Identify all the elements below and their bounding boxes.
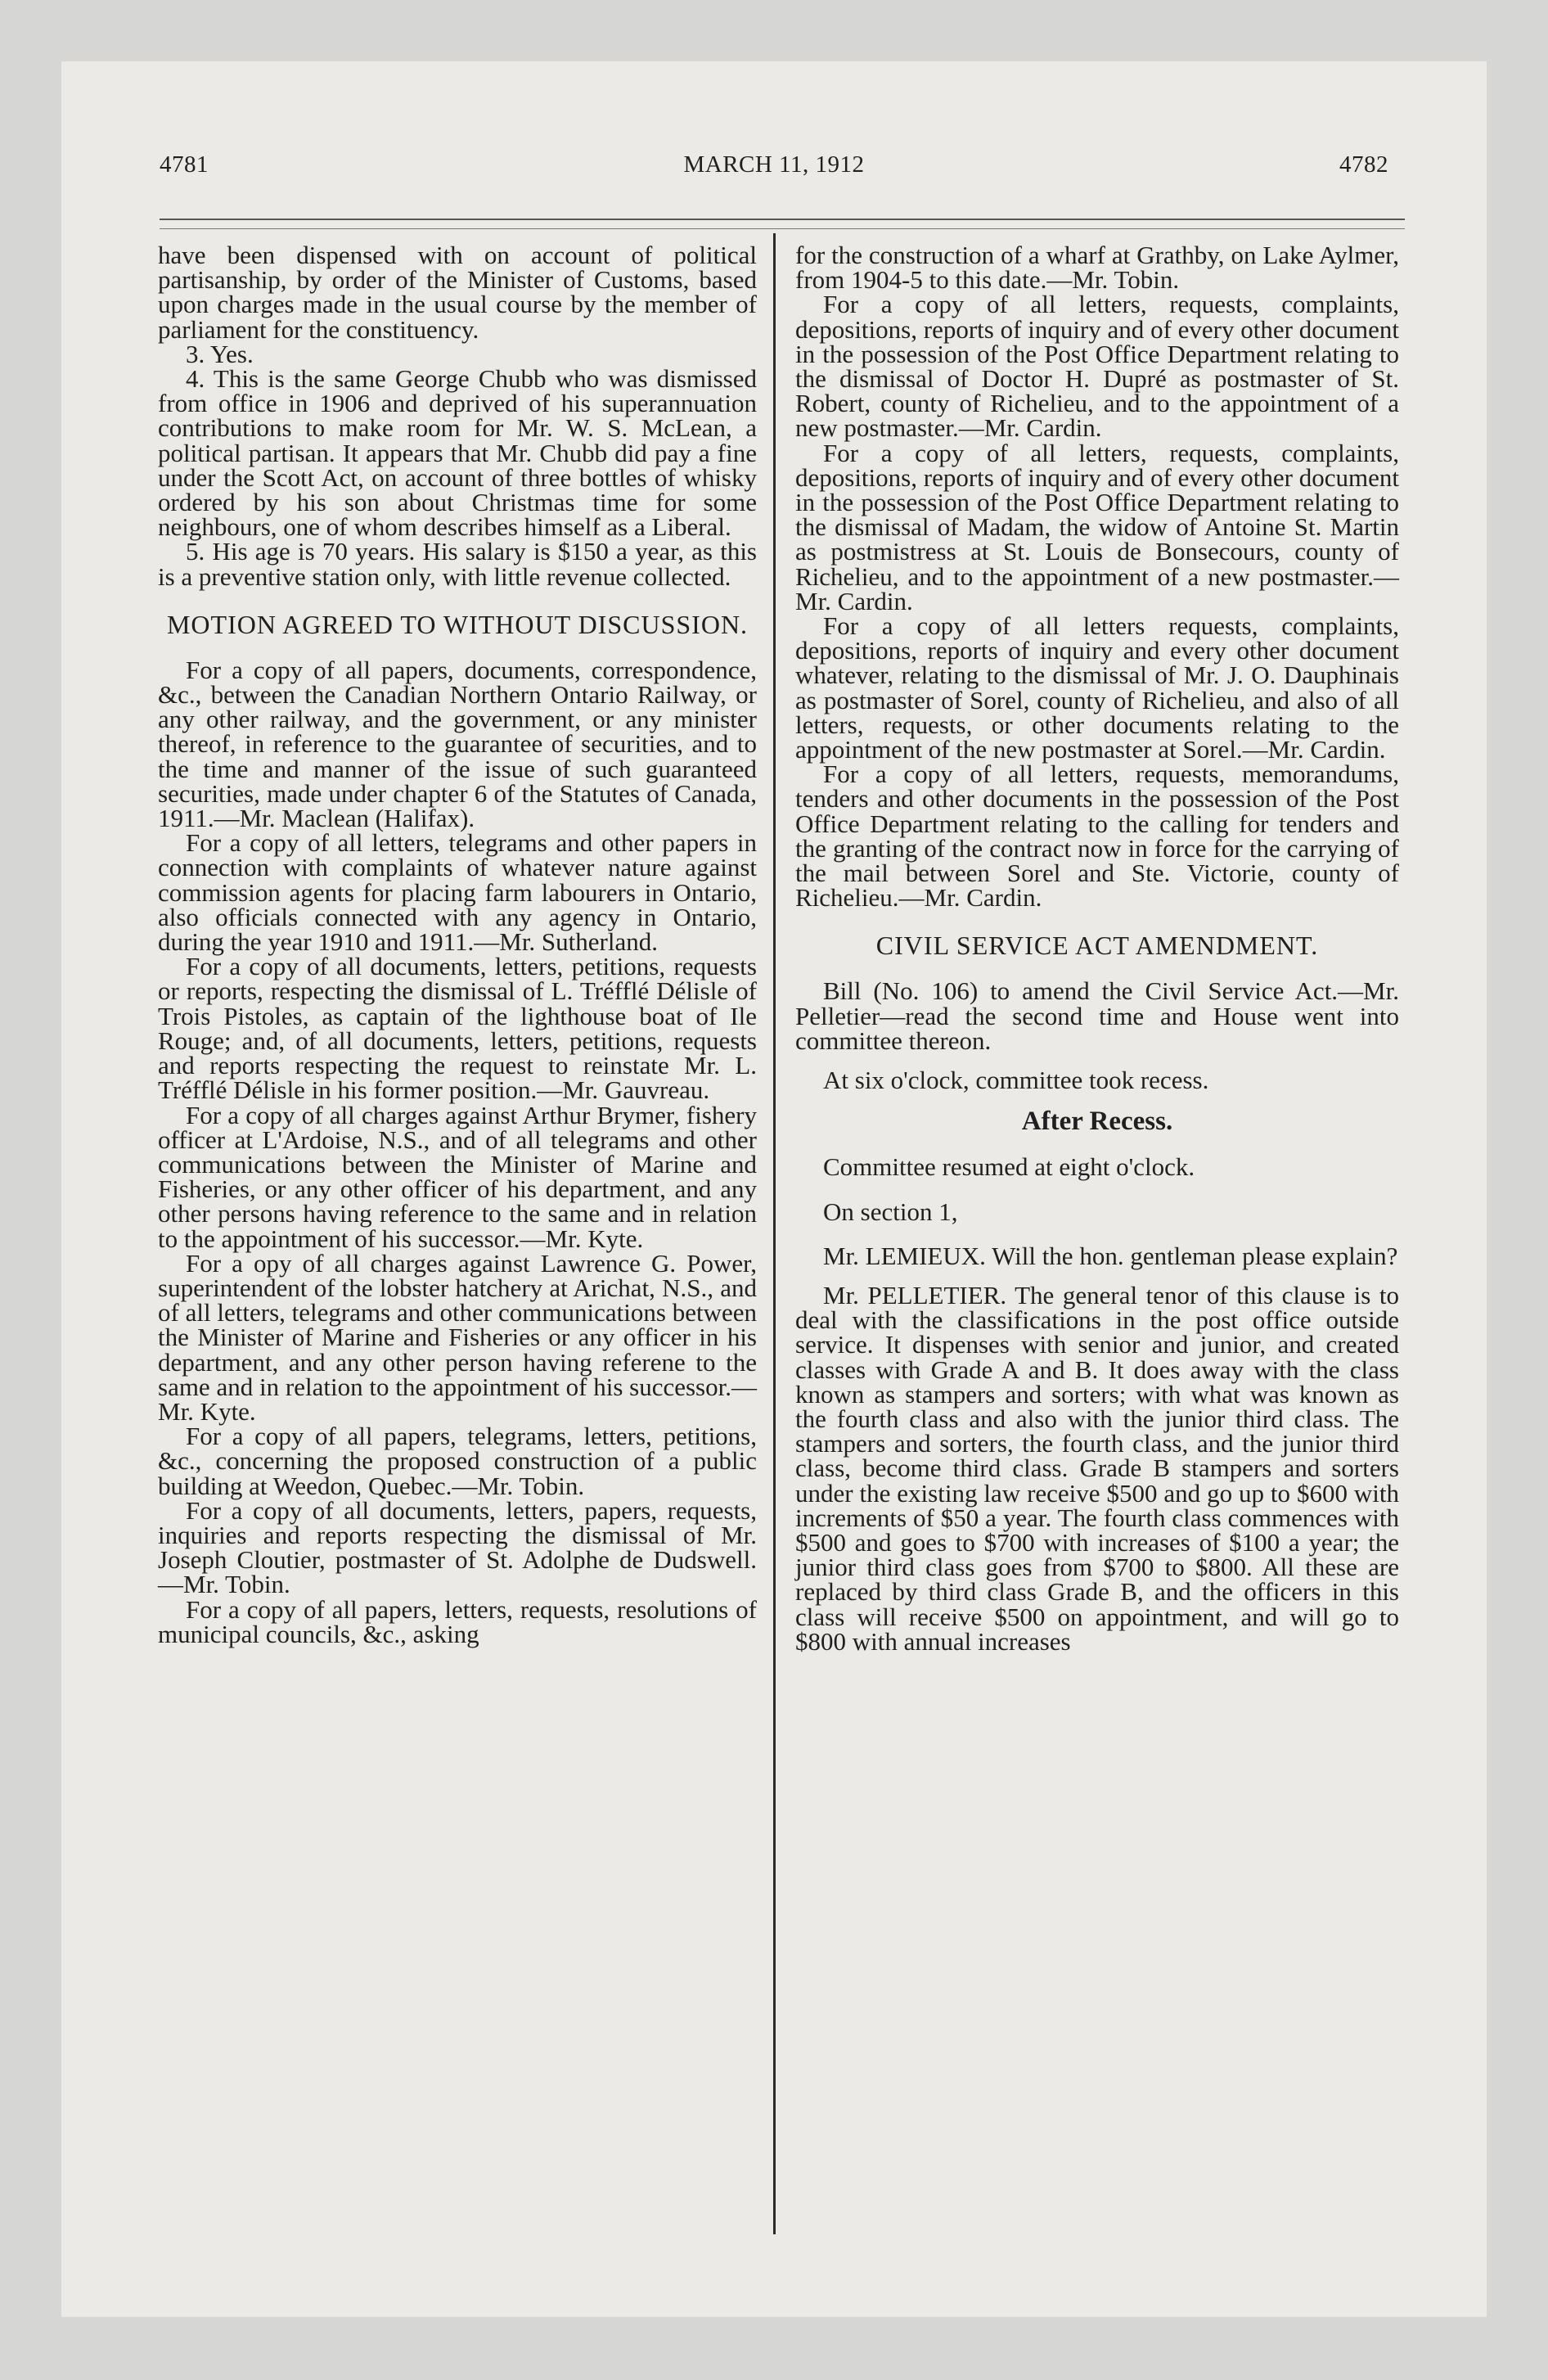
motion-paragraph: For a copy of all letters, telegrams and other papers in connection with complaints of whatever nature against commission agents for placing farm labourers in Ontario, also officials connected with any agency in Ontario, during the year 1910 and 1911.—Mr. Sutherland.	[158, 828, 757, 957]
motion-paragraph: For a copy of all charges against Arthur Brymer, fishery officer at L'Ardoise, N.S., and of all telegrams and other communications between the Minister of Marine and Fisheries, or any other officer of his department, and any other persons having reference to the same and in relation to the appointment of his successor.—Mr. Kyte.	[158, 1100, 757, 1253]
paragraph: 4. This is the same George Chubb who was dismissed from office in 1906 and deprived of his superannuation contributions to make room for Mr. W. S. McLean, a political partisan. It appears that Mr. Chubb did pay a fine under the Scott Act, on account of three bottles of whisky ordered by his son about Christmas time for some neighbours, one of whom describes himself as a Liberal.	[158, 364, 757, 542]
header-rule	[160, 219, 1405, 229]
subheading: After Recess.	[1021, 1107, 1173, 1137]
paragraph: At six o'clock, committee took recess.	[823, 1066, 1209, 1095]
page-number-right: 4782	[1339, 151, 1388, 178]
paragraph: Bill (No. 106) to amend the Civil Service Act.—Mr. Pelletier—read the second time and House went into committee thereon.	[795, 976, 1399, 1055]
right-column	[795, 243, 1399, 1654]
column-divider	[773, 233, 776, 2234]
motion-paragraph: For a copy of all letters requests, complaints, depositions, reports of inquiry and every other document whatever, relating to the dismissal of Mr. J. O. Dauphinais as postmaster of Sorel, county of Richelieu, and also of all letters, requests, or other documents relating to the appointment of the new postmaster at Sorel.—Mr. Cardin.	[795, 611, 1399, 764]
speech-paragraph: Mr. PELLETIER. The general tenor of this clause is to deal with the classifications in the post office outside service. It dispenses with senior and junior, and created classes with Grade A and B. It does away with the class known as stampers and sorters; with what was known as the fourth class and also with the junior third class. The stampers and sorters, the fourth class, and the junior third class, become third class. Grade B stampers and sorters under the existing law receive $500 and go up to $600 with increments of $50 a year. The fourth class commences with $500 and goes to $700 with increases of $100 a year; the junior third class goes from $700 to $800. All these are replaced by third class Grade B, and the officers in this class will receive $500 on appointment, and will go to $800 with annual increases	[795, 1280, 1399, 1656]
spacer	[795, 1180, 1399, 1200]
motion-paragraph: For a copy of all documents, letters, papers, requests, inquiries and reports respecting the dismissal of Mr. Joseph Cloutier, postmaster of St. Adolphe de Dudswell.—Mr. Tobin.	[158, 1495, 757, 1599]
page-number-left: 4781	[160, 151, 209, 178]
motion-paragraph: For a copy of all papers, telegrams, letters, petitions, &c., concerning the proposed construction of a public building at Weedon, Quebec.—Mr. Tobin.	[158, 1422, 757, 1500]
paragraph: have been dispensed with on account of political partisanship, by order of the Minister of Customs, based upon charges made in the usual course by the member of parliament for the constituency.	[158, 241, 757, 344]
paragraph: Committee resumed at eight o'clock.	[823, 1152, 1195, 1182]
left-column	[158, 243, 757, 1647]
section-heading: MOTION AGREED TO WITHOUT DISCUSSION.	[166, 609, 749, 639]
motion-paragraph: For a copy of all papers, letters, requests, resolutions of municipal councils, &c., asking	[158, 1594, 757, 1648]
paragraph: On section 1,	[823, 1197, 958, 1226]
motion-paragraph: For a copy of all letters, requests, complaints, depositions, reports of inquiry and of every other document in the possession of the Post Office Department relating to the dismissal of Doctor H. Dupré as postmaster of St. Robert, county of Richelieu, and to the appointment of a new postmaster.—Mr. Cardin.	[795, 290, 1399, 443]
document-page	[61, 61, 1487, 2317]
paragraph: 3. Yes.	[186, 339, 254, 368]
paragraph: 5. His age is 70 years. His salary is $150 a year, as this is a preventive station only, with little revenue collected.	[158, 537, 757, 591]
section-heading: CIVIL SERVICE ACT AMENDMENT.	[875, 931, 1319, 961]
motion-paragraph: For a copy of all letters, requests, memorandums, tenders and other documents in the possession of the Post Office Department relating to the calling for tenders and the granting of the contract now in force for the carrying of the mail between Sorel and Ste. Victorie, county of Richelieu.—Mr. Cardin.	[795, 760, 1399, 913]
header-date: MARCH 11, 1912	[683, 151, 865, 178]
page-header	[160, 151, 1388, 192]
motion-paragraph: For a opy of all charges against Lawrence G. Power, superintendent of the lobster hatchery at Arichat, N.S., and of all letters, telegrams and other communications between the Minister of Marine and Fisheries or any officer in his department, and any other person having referene to the same and in relation to the appointment of his successor.—Mr. Kyte.	[158, 1248, 757, 1426]
motion-paragraph: For a copy of all letters, requests, complaints, depositions, reports of inquiry and of every other document in the possession of the Post Office Department relating to the dismissal of Madam, the widow of Antoine St. Martin as postmistress at St. Louis de Bonsecours, county of Richelieu, and to the appointment of a new postmaster.—Mr. Cardin.	[795, 438, 1399, 615]
paragraph: for the construction of a wharf at Grathby, on Lake Aylmer, from 1904-5 to this date.—Mr. Tobin.	[795, 241, 1399, 295]
motion-paragraph: For a copy of all documents, letters, petitions, requests or reports, respecting the dismissal of L. Tréfflé Délisle of Trois Pistoles, as captain of the lighthouse boat of Ile Rouge; and, of all documents, letters, petitions, requests and reports respecting the request to reinstate Mr. L. Tréfflé Délisle in his former position.—Mr. Gauvreau.	[158, 952, 757, 1105]
speech-paragraph: Mr. LEMIEUX. Will the hon. gentleman please explain?	[823, 1241, 1398, 1270]
motion-paragraph: For a copy of all papers, documents, correspondence, &c., between the Canadian Northern Ontario Railway, or any other railway, and the government, or any minister thereof, in reference to the guarantee of securities, and to the time and manner of the issue of such guaranteed securities, made under chapter 6 of the Statutes of Canada, 1911.—Mr. Maclean (Halifax).	[158, 655, 757, 833]
